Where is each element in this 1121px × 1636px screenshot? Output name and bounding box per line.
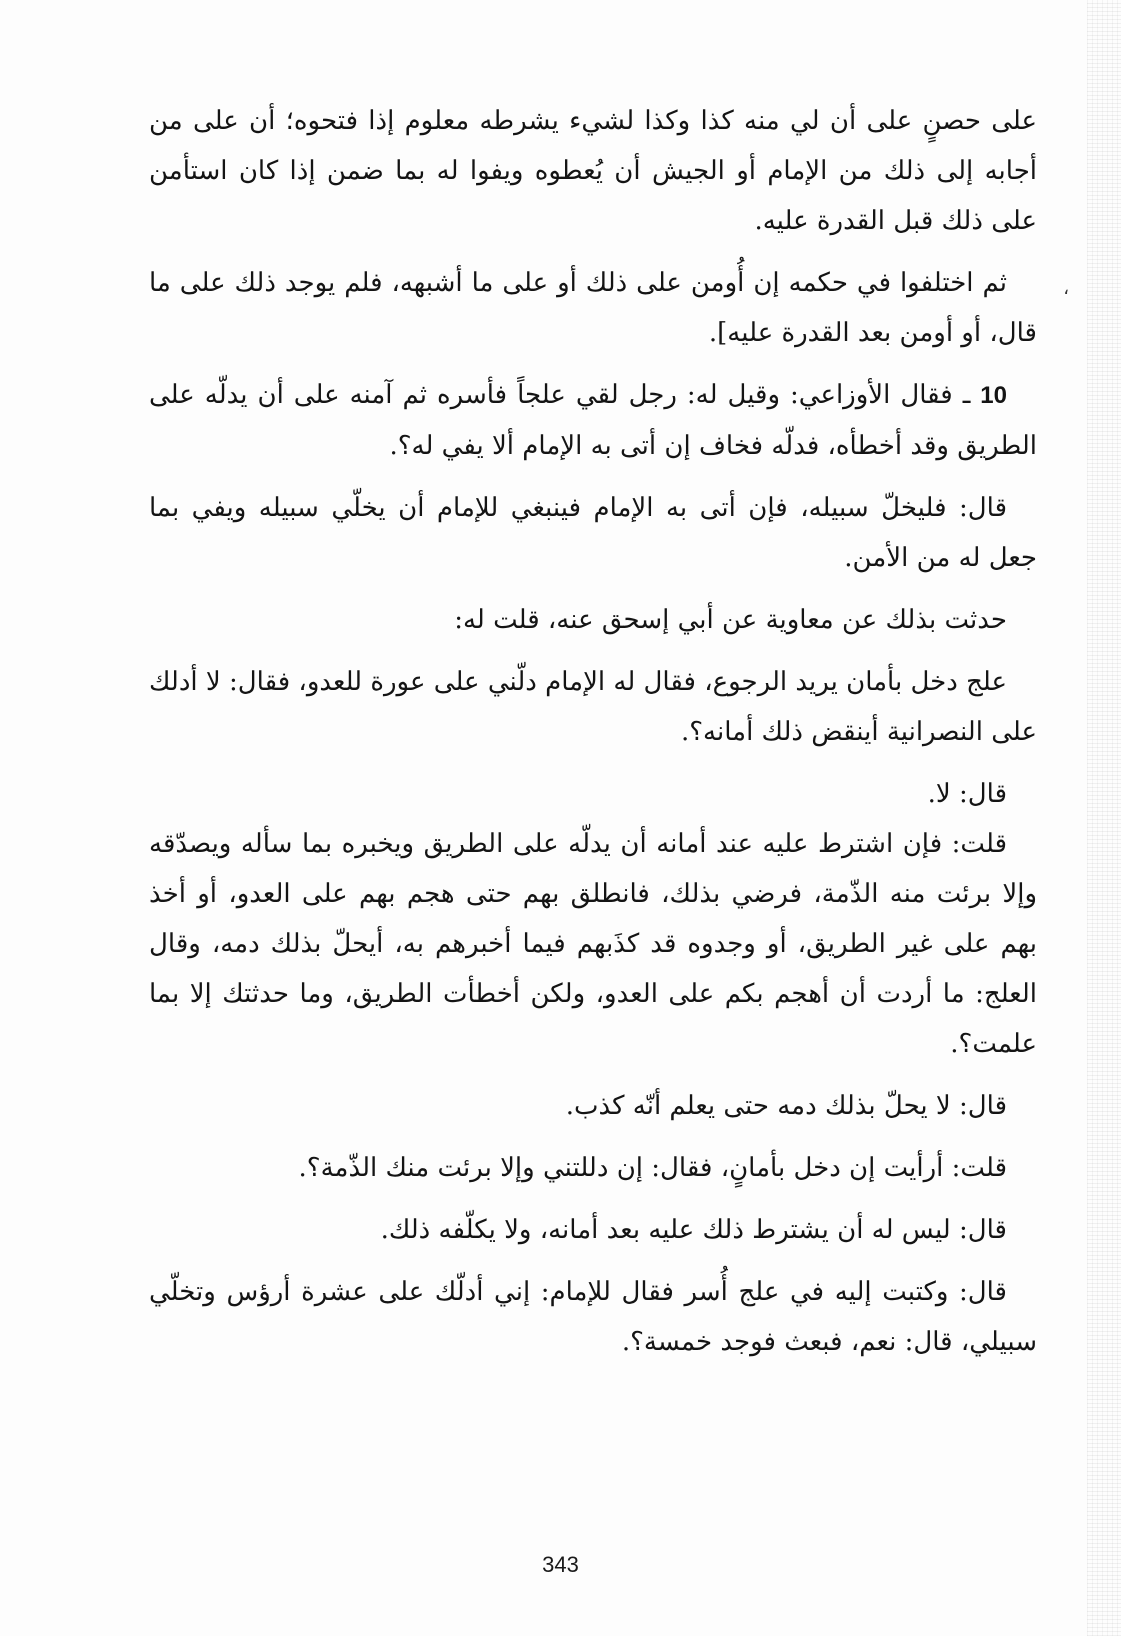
paragraph-10 [149,370,1037,471]
paragraph-answer-condition: قال: ليس له أن يشترط ذلك عليه بعد أمانه، ولا يكلّفه ذلك. [380,1215,1007,1245]
paragraph-answer-release: قال: فليخلّ سبيله، فإن أتى به الإمام فينبغي للإمام أن يخلّي سبيله ويفي بما جعل له من الأمن. [149,493,1037,573]
paragraph-disagreement: ثم اختلفوا في حكمه إن أُومن على ذلك أو على ما أشبهه، فلم يوجد ذلك على ما قال، أو أومن بعد القدرة عليه]. [149,268,1037,348]
paragraph-question-condition: قلت: فإن اشترط عليه عند أمانه أن يدلّه على الطريق ويخبره بما سأله ويصدّقه وإلا برئت منه الذّمة، فرضي بذلك، فانطلق بهم حتى هجم بهم على العدو، أو أخذ بهم على غير الطريق، أو وجدوه قد كذَبهم فيما أخبرهم به، أيحلّ بذلك دمه، وقال العلج: ما أردت أن أهجم بكم على العدو، ولكن أخطأت الطريق، وما حدثتك إلا بما علمت؟. [149,829,1037,1059]
margin-mark: ، [1063,278,1069,299]
scan-edge-noise [1087,0,1121,1636]
paragraph-answer-blood: قال: لا يحلّ بذلك دمه حتى يعلم أنّه كذب. [565,1091,1007,1121]
paragraph-10-text: ـ فقال الأوزاعي: وقيل له: رجل لقي علجاً فأسره ثم آمنه على أن يدلّه على الطريق وقد أخطأه، فدلّه فخاف إن أتى به الإمام ألا يفي له؟. [149,380,1037,461]
section-number: 10 [980,382,1007,409]
paragraph-question-guide: علج دخل بأمان يريد الرجوع، فقال له الإمام دلّني على عورة للعدو، فقال: لا أدلك على النصرانية أينقض ذلك أمانه؟. [149,667,1037,747]
paragraph-continuation: على حصنٍ على أن لي منه كذا وكذا لشيء يشرطه معلوم إذا فتحوه؛ أن على من أجابه إلى ذلك من الإمام أو الجيش أن يُعطوه ويفوا له بما ضمن إذا كان استأمن على ذلك قبل القدرة عليه. [149,106,1037,236]
page-number: 343 [542,1552,579,1577]
paragraph-question-entry: قلت: أرأيت إن دخل بأمانٍ، فقال: إن دللتني وإلا برئت منك الذّمة؟. [298,1153,1007,1183]
paragraph-narration: حدثت بذلك عن معاوية عن أبي إسحق عنه، قلت له: [454,605,1007,635]
paragraph-answer-no: قال: لا. [927,779,1007,809]
paragraph-letter: قال: وكتبت إليه في علج أُسر فقال للإمام: إني أدلّك على عشرة أرؤس وتخلّي سبيلي، قال: نعم، فبعث فوجد خمسة؟. [149,1277,1037,1357]
body-text [149,96,1037,1379]
